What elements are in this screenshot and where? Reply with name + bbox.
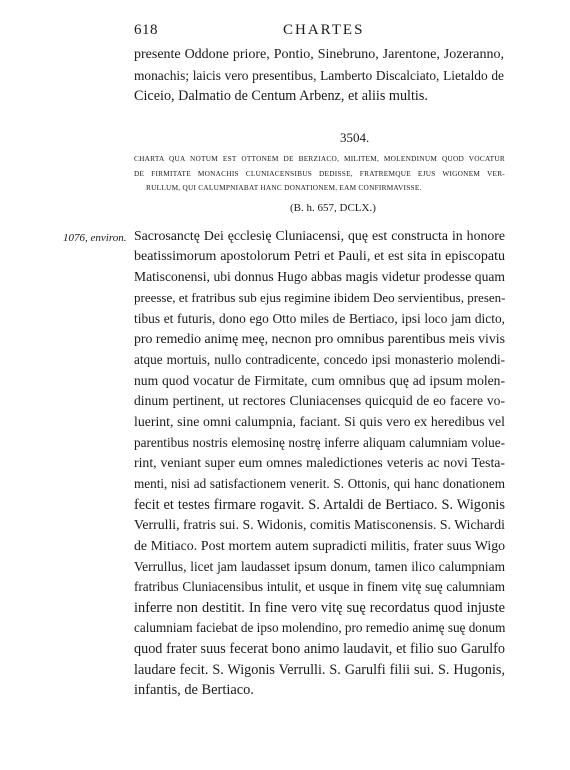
text-line: de Mitiaco. Post mortem autem supradicti militis, frater suus Wigo (134, 537, 505, 553)
text-line: dinum pertinent, ut rectores Cluniacenses quicquid de eo facere vo- (134, 393, 505, 409)
text-line: fratribus Cluniacensibus intulit, et usque in finem vitę suę calumniam (134, 579, 505, 595)
continuation-paragraph (134, 45, 504, 107)
text-line: preesse, et fratribus sub ejus regimine ibidem Deo servientibus, presen- (134, 289, 506, 305)
text-line: monachis; laicis vero presentibus, Lamberto Discalciato, Lietaldo de (134, 67, 504, 83)
charter-number: 3504. (340, 130, 370, 145)
text-line: Sacrosanctę Dei ęcclesię Cluniacensi, quę est constructa in honore (134, 228, 505, 243)
summary-line: DE FIRMITATE MONACHIS CLUNIACENSIBUS DEDISSE, FRATREMQUE EJUS WIGONEM VER- (134, 168, 505, 178)
text-line: calumniam faciebat de ipso molendino, pro remedio animę suę donum (134, 620, 506, 636)
text-line: fecit et testes firmare rogavit. S. Artaldi de Bertiaco. S. Wigonis (134, 496, 505, 513)
text-line: menti, nisi ad satisfactionem venerit. S. Ottonis, qui hanc donationem (134, 475, 505, 491)
text-line: rint, veniant super eum omnes maledictiones veteris ac novi Testa- (134, 455, 505, 471)
source-reference: (B. h. 657, DCLX.) (290, 202, 376, 214)
text-line: infantis, de Bertiaco. (134, 682, 254, 699)
text-line: luerint, sine omni calumpnia, faciant. Si quis vero ex heredibus vel (134, 413, 505, 429)
running-head: CHARTES (283, 22, 365, 38)
text-line: parentibus nostris elemosinę nostrę inferre aliquam calumniam volue- (134, 434, 505, 450)
charter-summary (134, 152, 505, 196)
text-line: Ciceio, Dalmatio de Centum Arbenz, et aliis multis. (134, 88, 428, 105)
margin-date: 1076, environ. (63, 232, 127, 244)
text-line: pro remedio animę meę, necnon pro omnibus parentibus meis vivis (134, 331, 505, 347)
text-line: atque mortuis, nullo contradicente, concedo ipsi monasterio molendi- (134, 351, 505, 367)
text-line: inferre non destitit. In fine vero vitę suę recordatus quod injuste (134, 599, 505, 616)
text-line: presente Oddone priore, Pontio, Sinebruno, Jarentone, Jozeranno, (134, 47, 504, 62)
text-line: tibus et futuris, dono ego Otto miles de Bertiaco, ipsi loco jam dicto, (134, 310, 505, 326)
summary-line: RULLUM, QUI CALUMPNIABAT HANC DONATIONEM, EAM CONFIRMAVISSE. (146, 183, 422, 192)
text-line: laudare fecit. S. Wigonis Verrulli. S. Garulfi filii sui. S. Hugonis, (134, 661, 505, 678)
text-line: Matisconensi, ubi donnus Hugo abbas magis videtur prodesse quam (134, 269, 505, 285)
text-line: Verrullus, licet jam laudasset ipsum donum, tamen ilico calumpniam (134, 558, 505, 574)
page-number: 618 (134, 22, 158, 38)
summary-line: CHARTA QUA NOTUM EST OTTONEM DE BERZIACO, MILITEM, MOLENDINUM QUOD VOCATUR (134, 154, 505, 163)
text-line: num quod vocatur de Firmitate, cum omnibus quę ad ipsum molen- (134, 372, 505, 388)
text-line: quod frater suus fecerat bono animo laudavit, et filio suo Garulfo (134, 641, 505, 658)
charter-text (134, 226, 505, 701)
text-line: Verrulli, fratris sui. S. Widonis, comitis Matisconensis. S. Wichardi (134, 517, 505, 533)
text-line: beatissimorum apostolorum Petri et Pauli, et est sita in episcopatu (134, 248, 505, 264)
